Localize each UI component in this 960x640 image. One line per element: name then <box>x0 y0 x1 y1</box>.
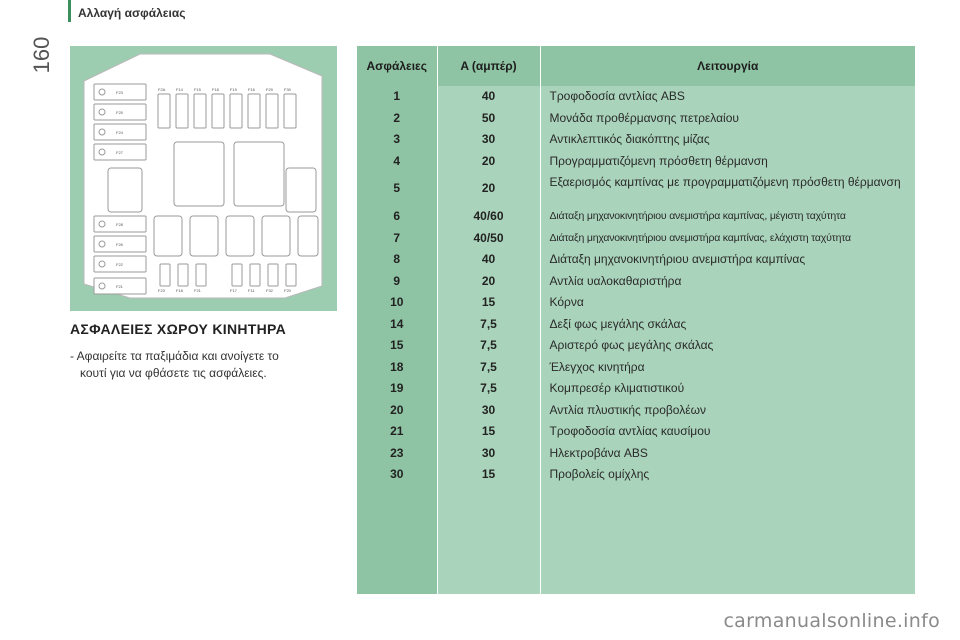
fuse-label: F24 <box>116 130 123 135</box>
filler-cell <box>437 486 540 595</box>
page-header-title: Αλλαγή ασφάλειας <box>78 6 186 20</box>
fuse-slot <box>268 264 278 286</box>
fuse-number: 19 <box>357 378 437 400</box>
fuse-amperage: 30 <box>437 443 540 465</box>
table-row <box>357 151 915 173</box>
fuse-function: Τροφοδοσία αντλίας καυσίμου <box>540 421 915 443</box>
fuse-number: 30 <box>357 464 437 486</box>
fuse-label: F18 <box>212 87 219 92</box>
instruction-line-2: κουτί για να φθάσετε τις ασφάλειες. <box>80 366 267 380</box>
relay-block <box>234 142 284 206</box>
fuse-amperage: 40 <box>437 249 540 271</box>
fuse-number: 20 <box>357 400 437 422</box>
fuse-label: F18 <box>176 288 183 293</box>
table-row <box>357 357 915 379</box>
fuse-amperage: 20 <box>437 151 540 173</box>
fuse-function: Κόρνα <box>540 292 915 314</box>
fuse-label: F21 <box>194 288 201 293</box>
fuse-number: 9 <box>357 271 437 293</box>
table-row <box>357 86 915 108</box>
fuse-label: F20 <box>284 288 291 293</box>
relay-block <box>108 168 142 212</box>
fuse-slot <box>160 264 170 286</box>
fuse-table <box>357 46 915 594</box>
fuse-function: Αντλία πλυστικής προβολέων <box>540 400 915 422</box>
fuse-label: F23 <box>158 288 165 293</box>
fuse-function: Αντικλεπτικός διακόπτης μίζας <box>540 129 915 151</box>
fuse-function: Διάταξη μηχανοκινητήριου ανεμιστήρα καμπίνας <box>540 249 915 271</box>
table-row <box>357 378 915 400</box>
table-row <box>357 206 915 228</box>
fuse-amperage: 40 <box>437 86 540 108</box>
header-function: Λειτουργία <box>540 46 915 86</box>
fuse-slot <box>250 264 260 286</box>
table-row <box>357 314 915 336</box>
fuse-amperage: 30 <box>437 400 540 422</box>
fuse-function: Ηλεκτροβάνα ABS <box>540 443 915 465</box>
fuse-slot <box>230 94 242 128</box>
fuse-label: F28 <box>116 222 123 227</box>
fuse-label: F2A <box>158 87 166 92</box>
fuse-slot <box>178 264 188 286</box>
table-row <box>357 249 915 271</box>
fuse-label: F29 <box>266 87 273 92</box>
fuse-amperage: 20 <box>437 271 540 293</box>
table-row <box>357 421 915 443</box>
fuse-amperage: 7,5 <box>437 357 540 379</box>
table-row <box>357 129 915 151</box>
fuse-function: Κομπρεσέρ κλιματιστικού <box>540 378 915 400</box>
fuse-amperage: 40/50 <box>437 228 540 250</box>
table-row <box>357 400 915 422</box>
fuse-number: 5 <box>357 172 437 206</box>
fuse-number: 7 <box>357 228 437 250</box>
relay-block <box>286 168 316 212</box>
fuse-slot <box>158 94 170 128</box>
fuse-number: 10 <box>357 292 437 314</box>
fuse-function: Τροφοδοσία αντλίας ABS <box>540 86 915 108</box>
fuse-amperage: 40/60 <box>437 206 540 228</box>
fuse-label: F22 <box>116 262 123 267</box>
fuse-function: Έλεγχος κινητήρα <box>540 357 915 379</box>
fuse-label: F26 <box>116 242 123 247</box>
fuse-slot <box>286 264 296 286</box>
table-filler-row <box>357 486 915 595</box>
fuse-function: Διάταξη μηχανοκινητήριου ανεμιστήρα καμπίνας, μέγιστη ταχύτητα <box>540 206 915 228</box>
fuse-amperage: 15 <box>437 292 540 314</box>
table-header-row <box>357 46 915 86</box>
table-row <box>357 108 915 130</box>
relay-block <box>262 216 290 256</box>
fuse-slot <box>194 94 206 128</box>
filler-cell <box>357 486 437 595</box>
fuse-number: 6 <box>357 206 437 228</box>
table-row <box>357 443 915 465</box>
fuse-label: F11 <box>248 288 255 293</box>
fuse-slot <box>266 94 278 128</box>
table-row <box>357 335 915 357</box>
fuse-slot <box>248 94 260 128</box>
fuse-label: F25 <box>116 110 123 115</box>
section-heading: ΑΣΦΑΛΕΙΕΣ ΧΩΡΟΥ ΚΙΝΗΤΗΡΑ <box>70 321 287 337</box>
fuse-slot <box>196 264 206 286</box>
instruction-line-1: - Αφαιρείτε τα παξιμάδια και ανοίγετε το <box>70 349 279 363</box>
watermark: carmanualsonline.info <box>723 610 940 632</box>
fuse-amperage: 15 <box>437 421 540 443</box>
header-accent-bar <box>68 0 71 22</box>
fuse-label: F17 <box>230 288 237 293</box>
fuse-amperage: 7,5 <box>437 314 540 336</box>
fuse-amperage: 50 <box>437 108 540 130</box>
fuse-slot <box>176 94 188 128</box>
fuse-number: 3 <box>357 129 437 151</box>
fuse-number: 2 <box>357 108 437 130</box>
fuse-number: 1 <box>357 86 437 108</box>
fuse-slot <box>284 94 296 128</box>
fuse-function: Αριστερό φως μεγάλης σκάλας <box>540 335 915 357</box>
fuse-amperage: 15 <box>437 464 540 486</box>
fuse-label: F14 <box>176 87 183 92</box>
table-row <box>357 464 915 486</box>
fuse-number: 8 <box>357 249 437 271</box>
relay-block <box>154 216 182 256</box>
fuse-slot <box>212 94 224 128</box>
table-row <box>357 228 915 250</box>
fuse-label: F23 <box>116 90 123 95</box>
fuse-number: 15 <box>357 335 437 357</box>
fuse-function: Δεξί φως μεγάλης σκάλας <box>540 314 915 336</box>
relay-block <box>298 216 318 256</box>
page-number: 160 <box>29 36 54 74</box>
header-amp: A (αμπέρ) <box>437 46 540 86</box>
fuse-label: F16 <box>248 87 255 92</box>
fuse-label: F27 <box>116 150 123 155</box>
table-row <box>357 271 915 293</box>
fuse-amperage: 30 <box>437 129 540 151</box>
fuse-function: Εξαερισμός καμπίνας με προγραμματιζόμενη πρόσθετη θέρμανση <box>540 172 915 206</box>
fuse-amperage: 7,5 <box>437 335 540 357</box>
instructions-text <box>70 348 340 382</box>
fuse-box-drawing <box>70 46 337 311</box>
relay-block <box>226 216 254 256</box>
fuse-function: Προγραμματιζόμενη πρόσθετη θέρμανση <box>540 151 915 173</box>
fuse-label: F21 <box>116 284 123 289</box>
table-row <box>357 292 915 314</box>
fuse-box-diagram <box>70 46 337 311</box>
fuse-amperage: 7,5 <box>437 378 540 400</box>
filler-cell <box>540 486 915 595</box>
fuse-number: 23 <box>357 443 437 465</box>
relay-block <box>174 142 224 206</box>
fuse-function: Αντλία υαλοκαθαριστήρα <box>540 271 915 293</box>
fuse-slot <box>232 264 242 286</box>
fuse-function: Μονάδα προθέρμανσης πετρελαίου <box>540 108 915 130</box>
fuse-label: F19 <box>230 87 237 92</box>
fuse-label: F15 <box>194 87 201 92</box>
fuse-number: 21 <box>357 421 437 443</box>
relay-block <box>190 216 218 256</box>
fuse-number: 14 <box>357 314 437 336</box>
fuse-function: Διάταξη μηχανοκινητήριου ανεμιστήρα καμπίνας, ελάχιστη ταχύτητα <box>540 228 915 250</box>
fuse-label: F30 <box>284 87 291 92</box>
table-row <box>357 172 915 206</box>
fuse-number: 4 <box>357 151 437 173</box>
fuse-number: 18 <box>357 357 437 379</box>
header-fuse: Ασφάλειες <box>357 46 437 86</box>
fuse-function: Προβολείς ομίχλης <box>540 464 915 486</box>
fuse-amperage: 20 <box>437 172 540 206</box>
fuse-label: F32 <box>266 288 273 293</box>
